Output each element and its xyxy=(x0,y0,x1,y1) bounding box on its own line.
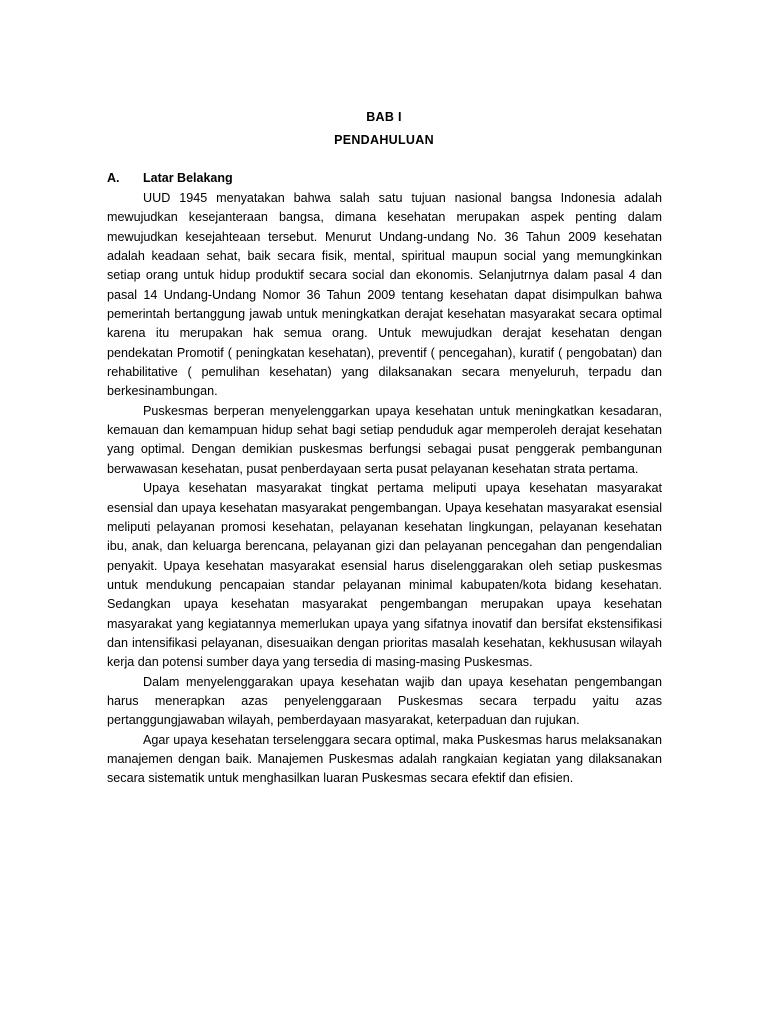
body-text xyxy=(107,189,662,789)
paragraph: Upaya kesehatan masyarakat tingkat pertama meliputi upaya kesehatan masyarakat esensial dan upaya kesehatan masyarakat pengembangan. Upaya kesehatan masyarakat esensial meliputi pelayanan promosi kesehatan, pelayanan kesehatan lingkungan, pelayanan kesehatan ibu, anak, dan keluarga berencana, pelayanan gizi dan pelayanan pencegahan dan pengendalian penyakit. Upaya kesehatan masyarakat esensial harus diselenggarakan oleh setiap puskesmas untuk mendukung pencapaian standar pelayanan minimal kabupaten/kota bidang kesehatan. Sedangkan upaya kesehatan masyarakat pengembangan merupakan upaya kesehatan masyarakat yang kegiatannya memerlukan upaya yang sifatnya inovatif dan bersifat ekstensifikasi dan intensifikasi pelayanan, disesuaikan dengan prioritas masalah kesehatan, kekhususan wilayah kerja dan potensi sumber daya yang tersedia di masing-masing Puskesmas. xyxy=(107,481,662,670)
section-number: A. xyxy=(107,171,120,185)
paragraph: Agar upaya kesehatan terselenggara secara optimal, maka Puskesmas harus melaksanakan manajemen dengan baik. Manajemen Puskesmas adalah rangkaian kegiatan yang dilaksanakan secara sistematik untuk menghasilkan luaran Puskesmas secara efektif dan efisien. xyxy=(107,732,662,786)
paragraph: UUD 1945 menyatakan bahwa salah satu tujuan nasional bangsa Indonesia adalah mewujudkan kesejanteraan bangsa, dimana kesehatan merupakan aspek penting dalam mewujudkan kesejahteaan tersebut. Menurut Undang-undang No. 36 Tahun 2009 kesehatan adalah keadaan sehat, baik secara fisik, mental, spiritual maupun social yang memungkinkan setiap orang untuk hidup produktif secara social dan ekonomis. Selanjutrnya dalam pasal 4 dan pasal 14 Undang-Undang Nomor 36 Tahun 2009 tentang kesehatan dapat disimpulkan bahwa pemerintah bertanggung jawab untuk meningkatkan derajat kesehatan masyarakat secara optimal karena itu merupakan hak semua orang. Untuk mewujudkan derajat kesehatan dengan pendekatan Promotif ( peningkatan kesehatan), preventif ( pencegahan), kuratif ( pengobatan) dan rehabilitative ( pemulihan kesehatan) yang dilaksanakan secara menyeluruh, terpadu dan berkesinambungan. xyxy=(107,191,662,399)
section-heading xyxy=(107,171,233,185)
chapter-label: BAB I xyxy=(366,110,402,124)
section-title: Latar Belakang xyxy=(143,171,233,185)
chapter-title: PENDAHULUAN xyxy=(334,133,434,147)
paragraph: Puskesmas berperan menyelenggarkan upaya kesehatan untuk meningkatkan kesadaran, kemauan dan kemampuan hidup sehat bagi setiap penduduk agar memperoleh derajat kesehatan yang optimal. Dengan demikian puskesmas berfungsi sebagai pusat penggerak pembangunan berwawasan kesehatan, pusat penberdayaan serta pusat pelayanan kesehatan strata pertama. xyxy=(107,403,662,476)
paragraph: Dalam menyelenggarakan upaya kesehatan wajib dan upaya kesehatan pengembangan harus menerapkan azas penyelenggaraan Puskesmas secara terpadu yaitu azas pertanggungjawaban wilayah, pemberdayaan masyarakat, keterpaduan dan rujukan. xyxy=(107,674,662,728)
